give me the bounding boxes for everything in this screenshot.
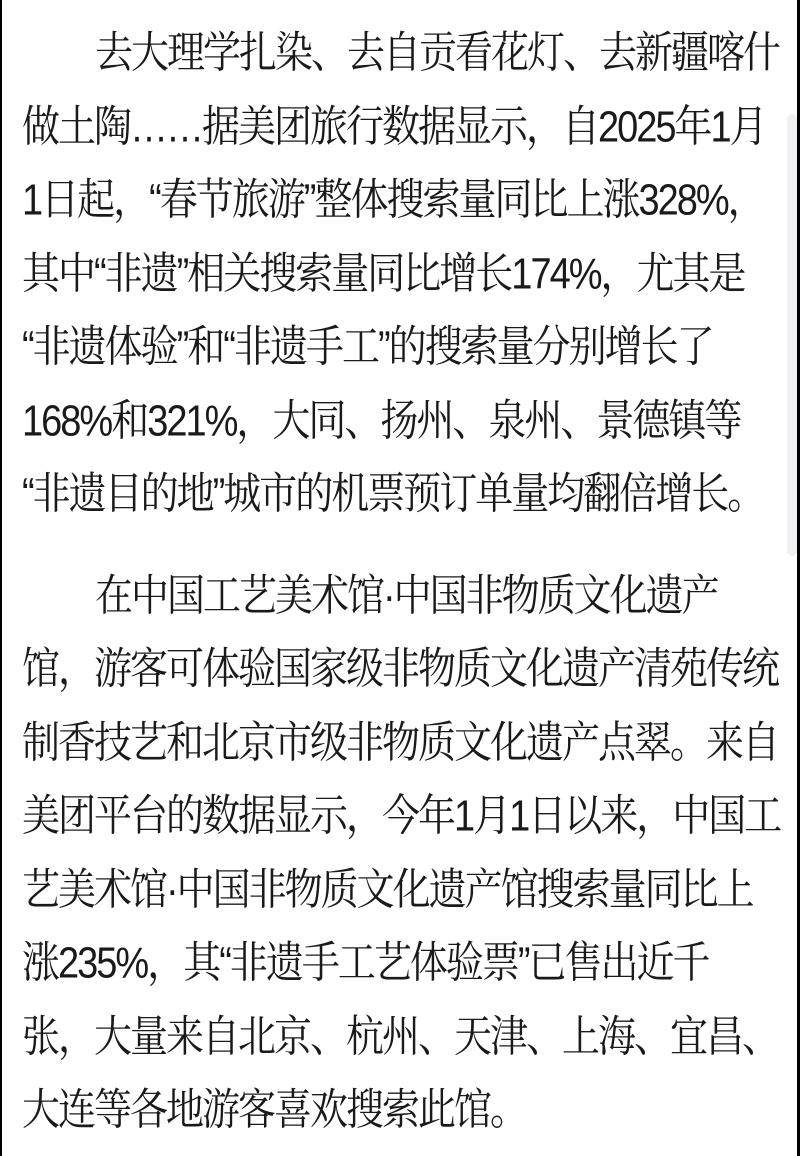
paragraph-1 <box>22 18 780 533</box>
text-line: 1日起，“春节旅游”整体搜索量同比上涨328%， <box>22 176 764 226</box>
text-line: 制香技艺和北京市级非物质文化遗产点翠。来自 <box>22 719 779 768</box>
article-body <box>22 18 780 1149</box>
text-line: 去大理学扎染、去自贡看花灯、去新疆喀什 <box>95 29 780 79</box>
text-line: 168%和321%，大同、扬州、泉州、景德镇等 <box>22 397 741 446</box>
text-line: 大连等各地游客喜欢搜索此馆。 <box>22 1086 527 1136</box>
text-line: “非遗目的地”城市的机票预订单量均翻倍增长。 <box>22 470 764 520</box>
text-line: “非遗体验”和“非遗手工”的搜索量分别增长了 <box>22 323 713 373</box>
text-line: 其中“非遗”相关搜索量同比增长174%，尤其是 <box>22 250 745 299</box>
left-edge-line <box>0 0 2 1156</box>
text-line: 张，大量来自北京、杭州、天津、上海、宜昌、 <box>22 1013 779 1062</box>
text-line: 涨235%，其“非遗手工艺体验票”已售出近千 <box>22 939 709 989</box>
scrollbar-thumb[interactable] <box>787 114 797 556</box>
text-line: 在中国工艺美术馆·中国非物质文化遗产 <box>95 572 718 621</box>
text-line: 美团平台的数据显示，今年1月1日以来，中国工 <box>22 792 781 842</box>
text-line: 做土陶……据美团旅行数据显示，自2025年1月 <box>22 103 766 152</box>
text-line: 艺美术馆·中国非物质文化遗产馆搜索量同比上 <box>22 866 753 915</box>
paragraph-2 <box>22 561 780 1149</box>
text-line: 馆，游客可体验国家级非物质文化遗产清苑传统 <box>22 645 779 695</box>
